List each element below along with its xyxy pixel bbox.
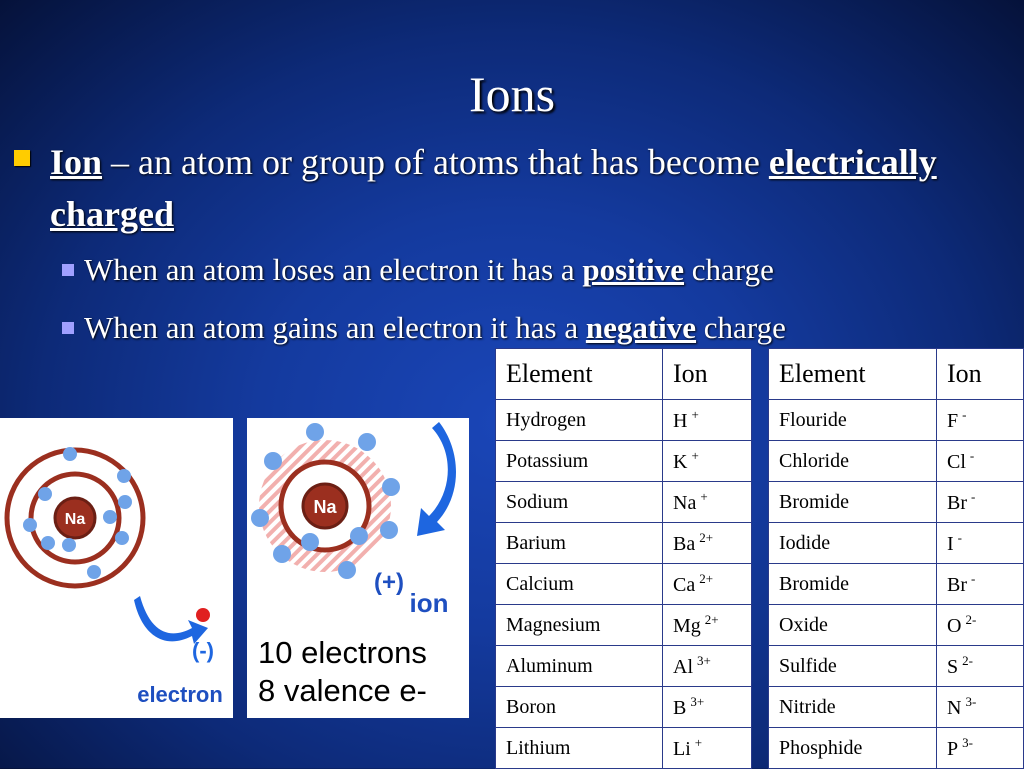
ion-symbol: Mg xyxy=(673,615,701,637)
sub-bullet-text: When an atom gains an electron it has a xyxy=(84,310,586,345)
header-element: Element xyxy=(769,349,937,400)
negative-charge-label: (-) xyxy=(192,638,214,663)
caption-line-1: 10 electrons xyxy=(258,635,427,670)
table-row xyxy=(496,605,752,646)
table-row xyxy=(496,482,752,523)
table-row xyxy=(496,646,752,687)
element-name: Iodide xyxy=(769,523,937,564)
ion-symbol: N xyxy=(947,697,962,719)
ion-charge: + xyxy=(691,407,699,422)
atom-electron-diagram xyxy=(0,418,233,718)
table-row xyxy=(769,687,1024,728)
ion-charge: + xyxy=(700,489,708,504)
ion-symbol: S xyxy=(947,656,959,678)
table-row xyxy=(769,441,1024,482)
ion-charge: 2+ xyxy=(704,612,719,627)
ion-charge: 2- xyxy=(962,653,973,668)
cation-table xyxy=(495,348,752,769)
ion-symbol-cell xyxy=(937,400,1024,441)
arrow-icon xyxy=(417,422,456,536)
ion-symbol-cell xyxy=(663,564,752,605)
electron-label: electron xyxy=(137,682,223,707)
element-name: Lithium xyxy=(496,728,663,769)
positive-emphasis: positive xyxy=(582,252,685,287)
sub-bullet-square-icon xyxy=(62,264,74,276)
slide-title: Ions xyxy=(468,66,556,122)
ion-charge: - xyxy=(971,571,976,586)
ion-symbol: Br xyxy=(947,492,967,514)
table-row xyxy=(496,728,752,769)
table-row xyxy=(769,400,1024,441)
element-name: Boron xyxy=(496,687,663,728)
anion-table xyxy=(768,348,1024,769)
ion-charge: + xyxy=(694,735,703,750)
ion-definition: – an atom or group of atoms that has become xyxy=(102,142,769,182)
ion-charge: 2+ xyxy=(699,530,714,545)
element-name: Oxide xyxy=(769,605,937,646)
sub-bullet-suffix: charge xyxy=(696,310,786,345)
ion-symbol-cell xyxy=(937,564,1024,605)
ion-charge: - xyxy=(971,489,976,504)
ion-symbol: H xyxy=(673,410,688,432)
ion-symbol-cell xyxy=(663,687,752,728)
negative-emphasis: negative xyxy=(585,310,697,345)
element-name: Flouride xyxy=(769,400,937,441)
ion-symbol-cell xyxy=(663,523,752,564)
table-row xyxy=(496,564,752,605)
ion-symbol-cell xyxy=(937,728,1024,769)
arrow-icon xyxy=(134,596,208,644)
ion-symbol-cell xyxy=(663,441,752,482)
table-row xyxy=(769,605,1024,646)
table-row xyxy=(496,441,752,482)
table-row xyxy=(769,728,1024,769)
free-electron xyxy=(196,608,210,622)
ion-charge: - xyxy=(962,407,967,422)
ion-charge: + xyxy=(691,448,699,463)
ion-symbol: Na xyxy=(673,492,697,514)
ion-symbol-cell xyxy=(937,441,1024,482)
table-header-row xyxy=(769,349,1024,400)
ion-symbol-cell xyxy=(937,646,1024,687)
table-row xyxy=(769,523,1024,564)
atom-electron-svg xyxy=(0,418,233,718)
element-name: Nitride xyxy=(769,687,937,728)
sub-bullet-positive xyxy=(62,250,774,290)
ion-symbol: F xyxy=(947,410,959,432)
ion-symbol-cell xyxy=(663,605,752,646)
ion-symbol: Ca xyxy=(673,574,696,596)
nucleus-label: Na xyxy=(313,497,337,517)
element-name: Hydrogen xyxy=(496,400,663,441)
element-name: Sulfide xyxy=(769,646,937,687)
ion-charge: 3- xyxy=(965,694,977,709)
ion-symbol: Ba xyxy=(673,533,696,555)
electron-caption xyxy=(250,634,468,710)
sub-bullet-negative xyxy=(62,308,786,348)
table-row xyxy=(496,687,752,728)
ion-symbol-cell xyxy=(663,400,752,441)
sub-bullet-square-icon xyxy=(62,322,74,334)
ion-label: ion xyxy=(409,588,449,618)
ion-symbol: Br xyxy=(947,574,967,596)
ion-charge: 2- xyxy=(965,612,977,627)
table-row xyxy=(769,482,1024,523)
table-header-row xyxy=(496,349,752,400)
element-name: Magnesium xyxy=(496,605,663,646)
sub-bullet-text: When an atom loses an electron it has a xyxy=(84,252,583,287)
ion-symbol-cell xyxy=(937,687,1024,728)
ion-charge: 3- xyxy=(962,735,973,750)
ion-symbol: Al xyxy=(673,656,693,678)
ion-symbol-cell xyxy=(937,605,1024,646)
ion-symbol: K xyxy=(673,451,688,473)
ion-symbol-cell xyxy=(663,728,752,769)
ion-symbol: Li xyxy=(673,738,691,760)
ion-symbol-cell xyxy=(663,482,752,523)
ion-symbol-cell xyxy=(937,523,1024,564)
header-element: Element xyxy=(496,349,663,400)
header-ion: Ion xyxy=(663,349,752,400)
ion-symbol: P xyxy=(947,738,959,760)
ion-symbol: B xyxy=(673,697,687,719)
ion-charge: - xyxy=(969,448,975,463)
ion-term: Ion xyxy=(50,142,103,182)
table-row xyxy=(769,564,1024,605)
element-name: Calcium xyxy=(496,564,663,605)
table-row xyxy=(496,523,752,564)
charged-emphasis: electrically charged xyxy=(50,142,937,234)
table-row xyxy=(496,400,752,441)
nucleus-label: Na xyxy=(64,511,86,528)
element-name: Phosphide xyxy=(769,728,937,769)
sub-bullet-suffix: charge xyxy=(684,252,774,287)
ion-charge: 3+ xyxy=(690,694,705,709)
element-name: Chloride xyxy=(769,441,937,482)
caption-line-2: 8 valence e- xyxy=(258,673,427,708)
element-name: Aluminum xyxy=(496,646,663,687)
ion-charge: - xyxy=(957,530,963,545)
ion-charge: 2+ xyxy=(699,571,714,586)
ion-symbol: Cl xyxy=(947,451,966,473)
table-row xyxy=(769,646,1024,687)
ion-symbol-cell xyxy=(663,646,752,687)
main-bullet-text xyxy=(50,136,1000,240)
bullet-square-icon xyxy=(14,150,30,166)
header-ion: Ion xyxy=(937,349,1024,400)
ion-symbol-cell xyxy=(937,482,1024,523)
element-name: Potassium xyxy=(496,441,663,482)
ion-symbol: O xyxy=(947,615,962,637)
ion-symbol: I xyxy=(947,533,954,555)
element-name: Bromide xyxy=(769,564,937,605)
element-name: Bromide xyxy=(769,482,937,523)
ion-charge: 3+ xyxy=(697,653,711,668)
positive-charge-label: (+) xyxy=(374,569,404,596)
element-name: Sodium xyxy=(496,482,663,523)
element-name: Barium xyxy=(496,523,663,564)
